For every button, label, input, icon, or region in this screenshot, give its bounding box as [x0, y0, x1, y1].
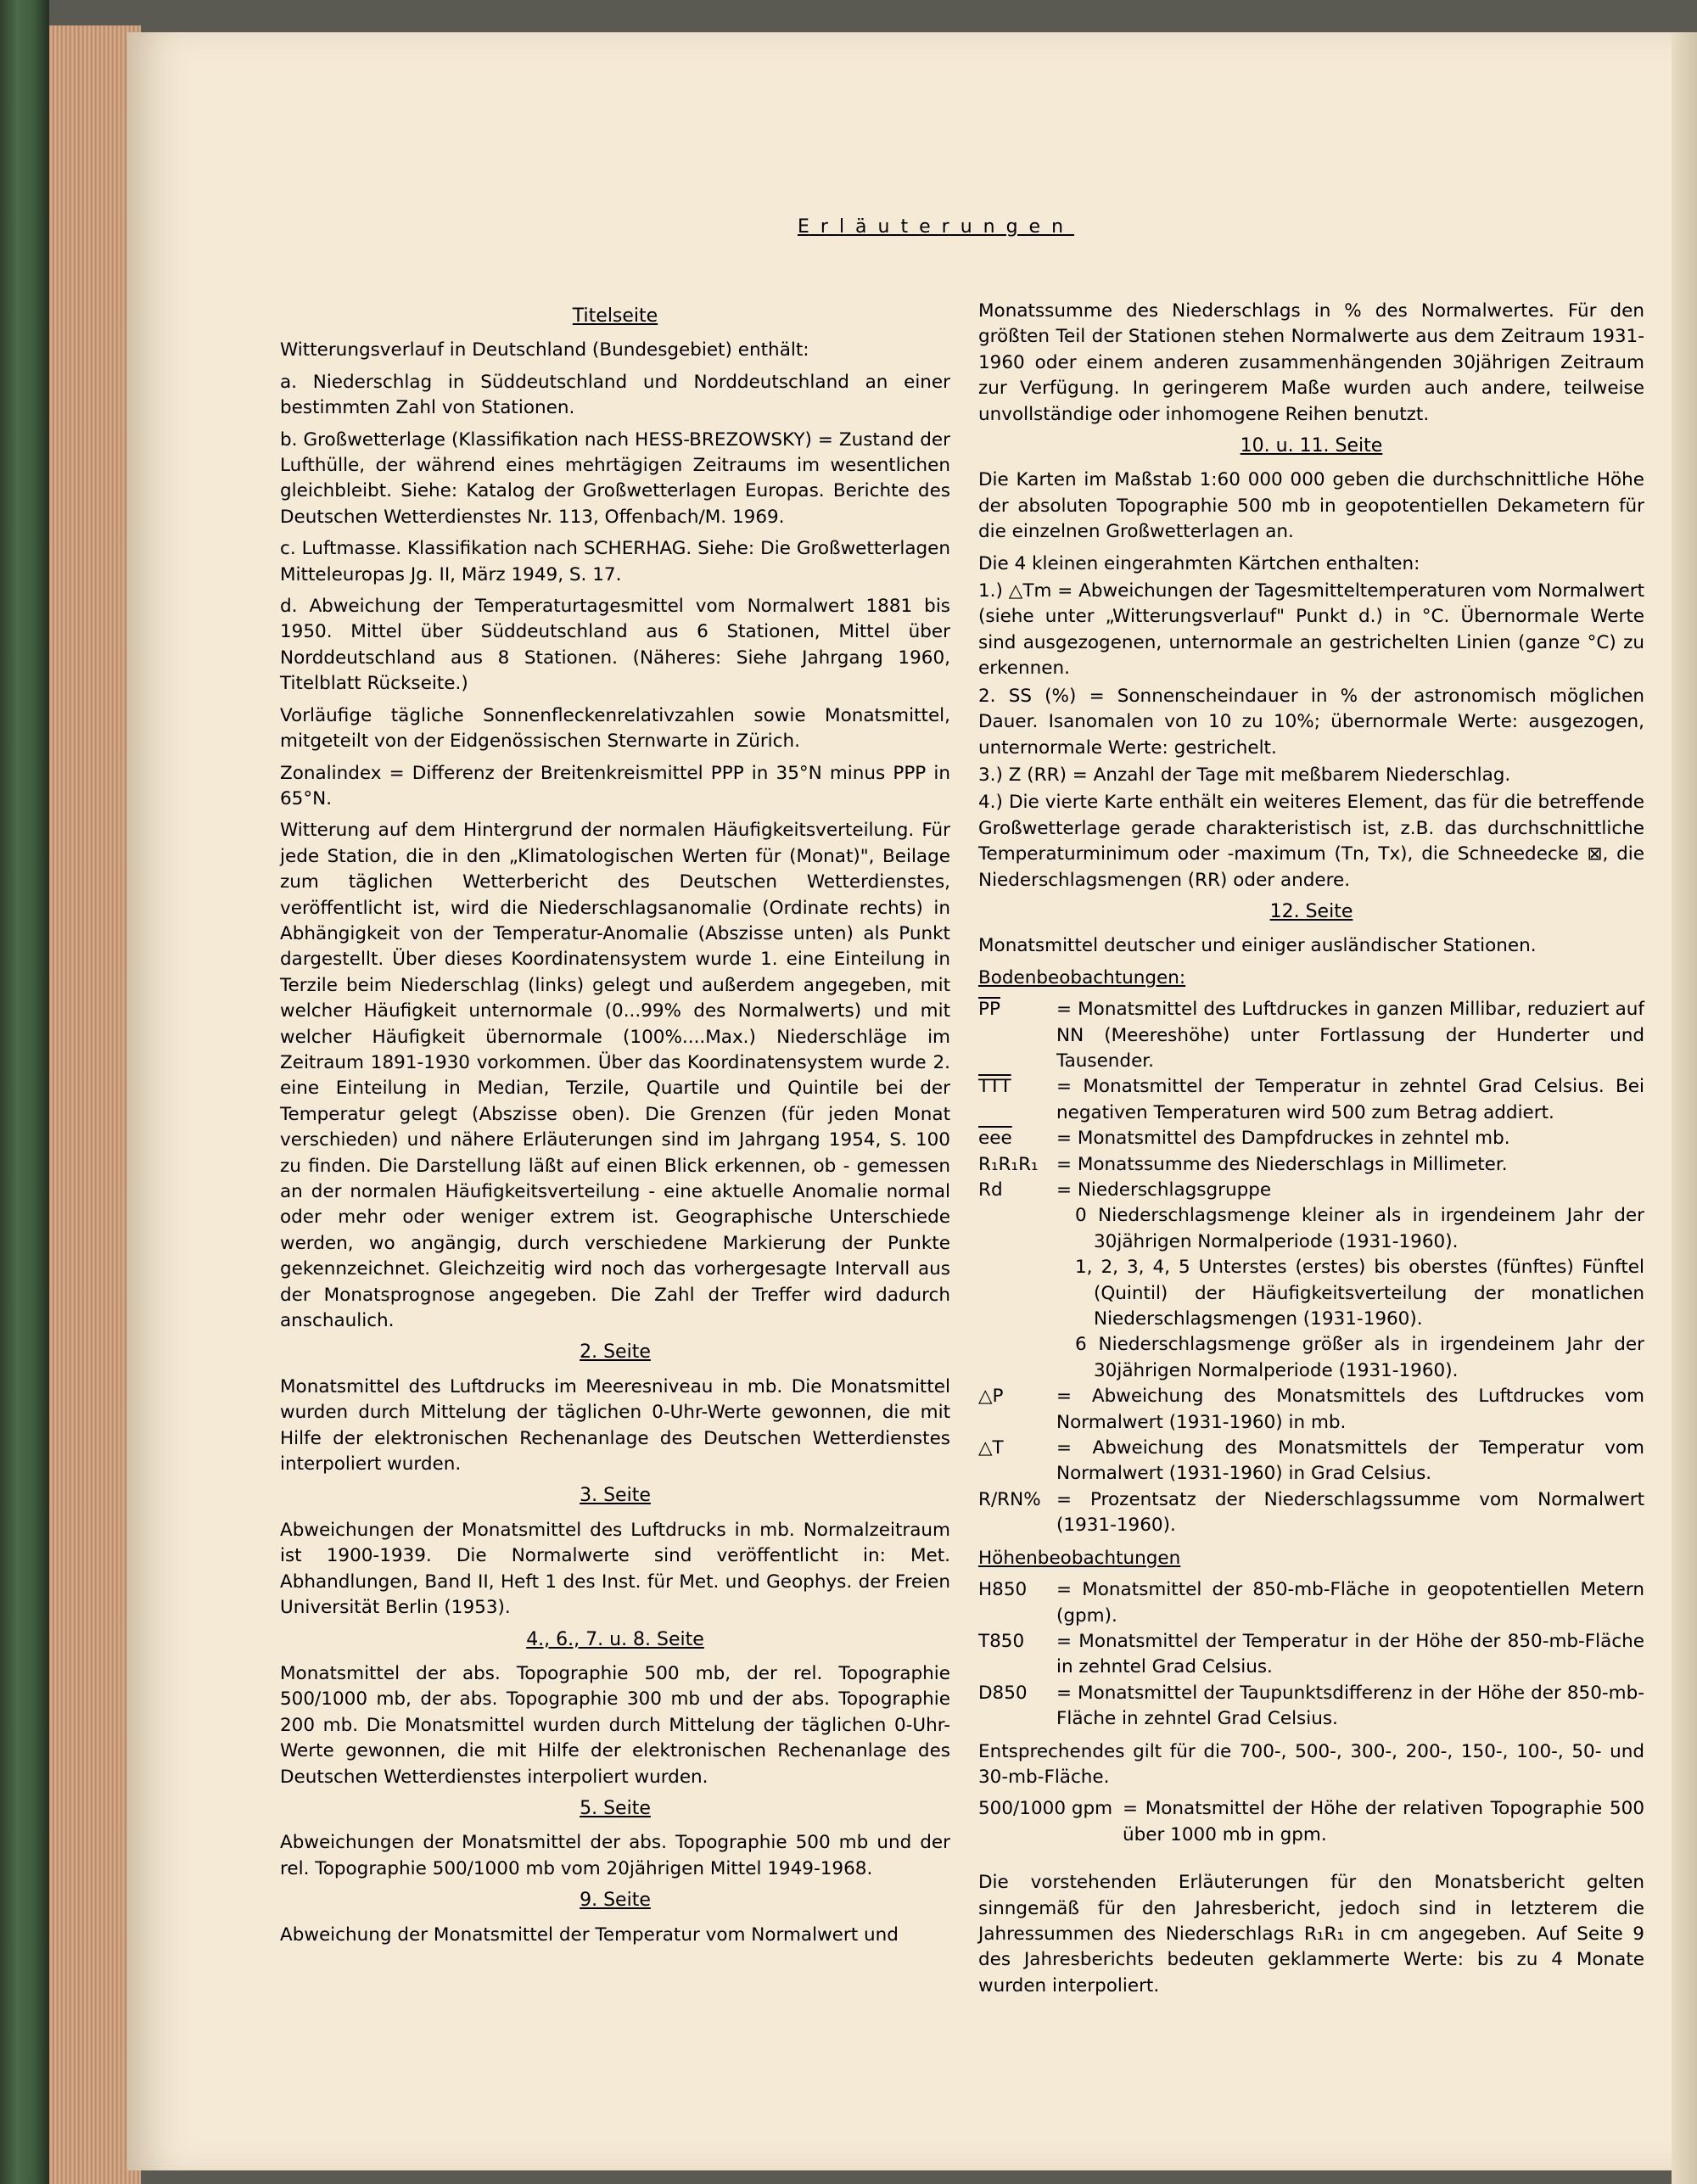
definition-row — [978, 997, 1644, 1074]
definition-row — [978, 1577, 1644, 1629]
paragraph-kaertchen-4: 4.) Die vierte Karte enthält ein weiteres Element, das für die betreffende Großwetterlage gerade charakteristisch ist, z.B. das durchschnittliche Temperaturminimum oder -maximum (Tn, Tx), die Schneedecke ⊠, die Niederschlagsmengen (RR) oder andere. — [978, 792, 1644, 891]
definition-text: = Abweichung des Monatsmittels der Temperatur vom Normalwert (1931-1960) in Grad Celsius. — [1056, 1437, 1644, 1485]
heading-seite-9: 9. Seite — [580, 1890, 651, 1912]
definition-symbol: Rd — [978, 1179, 1003, 1201]
book-binding — [0, 0, 49, 2184]
definition-symbol: 500/1000 gpm — [978, 1798, 1113, 1820]
definition-symbol: R/RN% — [978, 1488, 1041, 1510]
paragraph-seite-2: Monatsmittel des Luftdrucks im Meeresniveau in mb. Die Monatsmittel wurden durch Mittelung der täglichen 0-Uhr-Werte gewonnen, die mit Hilfe der elektronischen Rechenanlage des Deutschen Wetterdienstes interpoliert wurden. — [280, 1375, 950, 1476]
paragraph-entsprechendes: Entsprechendes gilt für die 700-, 500-, 300-, 200-, 150-, 100-, 50- und 30-mb-Fläche. — [978, 1740, 1644, 1788]
definition-row — [978, 1074, 1644, 1126]
paragraph-kaertchen: Die 4 kleinen eingerahmten Kärtchen enthalten: — [978, 552, 1420, 574]
paragraph-b: b. Großwetterlage (Klassifikation nach HESS-BREZOWSKY) = Zustand der Lufthülle, der während eines mehrtägigen Zeitraums im wesentlichen gleichbleibt. Siehe: Katalog der Großwetterlagen Europas. Berichte des Deutschen Wetterdienstes Nr. 113, Offenbach/M. 1969. — [280, 428, 950, 528]
paragraph-zonalindex: Zonalindex = Differenz der Breitenkreismittel PPP in 35°N minus PPP in 65°N. — [280, 762, 950, 809]
paragraph-seite-9: Abweichung der Monatsmittel der Temperatur vom Normalwert und — [280, 1924, 899, 1946]
paragraph-karten: Die Karten im Maßstab 1:60 000 000 geben die durchschnittliche Höhe der absoluten Topographie 500 mb in geopotentiellen Dekametern für die einzelnen Großwetterlagen an. — [978, 469, 1644, 543]
definition-symbol: D850 — [978, 1682, 1028, 1704]
heading-bodenbeobachtungen: Bodenbeobachtungen: — [978, 966, 1186, 988]
definition-text: = Monatsmittel des Dampfdruckes in zehntel mb. — [1056, 1128, 1510, 1150]
left-column — [280, 299, 950, 1954]
definition-text: = Monatsmittel der 850-mb-Fläche in geopotentiellen Metern (gpm). — [1056, 1579, 1644, 1627]
heading-seite-10-11: 10. u. 11. Seite — [1240, 435, 1383, 457]
definition-text: = Monatsmittel der Taupunktsdifferenz in der Höhe der 850-mb-Fläche in zehntel Grad Celsius. — [1056, 1682, 1644, 1730]
heading-seite-12: 12. Seite — [1269, 900, 1353, 922]
heading-seite-3: 3. Seite — [580, 1485, 651, 1507]
definition-row — [978, 1436, 1644, 1487]
definition-symbol: R₁R₁R₁ — [978, 1153, 1039, 1175]
definition-row — [978, 1629, 1644, 1681]
paragraph-kaertchen-1: 1.) △Tm = Abweichungen der Tagesmitteltemperaturen vom Normalwert (siehe unter „Witterungsverlauf" Punkt d.) in °C. Übernormale Werte sind ausgezogenen, unternormale an gestrichelten Linien (ganze °C) zu erkennen. — [978, 580, 1644, 680]
paragraph-witterung-haeufigkeit: Witterung auf dem Hintergrund der normalen Häufigkeitsverteilung. Für jede Station, die in den „Klimatologischen Werten für (Monat)", Beilage zum täglichen Wetterbericht des Deutschen Wetterdienstes, veröffentlicht ist, wird die Niederschlagsanomalie (Ordinate rechts) in Abhängigkeit von der Temperatur-Anomalie (Abszisse unten) als Punkt dargestellt. Über dieses Koordinatensystem wurde 1. eine Einteilung in Terzile beim Niederschlag (links) gelegt und außerdem angegeben, mit welcher Häufigkeit unternormale (0...99% des Normalwerts) und mit welcher Häufigkeit übernormale (100%....Max.) Niederschläge im Zeitraum 1891-1930 vorkommen. Über das Koordinatensystem wurde 2. eine Einteilung in Median, Terzile, Quartile und Quintile bei der Temperatur gelegt (Abszisse oben). Die Grenzen (für jeden Monat verschieden) und nähere Erläuterungen sind im Jahrgang 1954, S. 100 zu finden. Die Darstellung läßt auf einen Blick erkennen, ob - gemessen an der normalen Häufigkeitsverteilung - eine aktuelle Anomalie normal oder mehr oder weniger extrem ist. Geographische Unterschiede werden, wo angängig, durch verschiedene Markierung der Punkte gekennzeichnet. Gleichzeitig wird noch das vorhergesagte Intervall aus der Monatsprognose angegeben. Die Zahl der Treffer wird dadurch anschaulich. — [280, 820, 950, 1332]
heading-seite-2: 2. Seite — [580, 1341, 651, 1364]
definition-text: = Monatsmittel des Luftdruckes in ganzen Millibar, reduziert auf NN (Meereshöhe) unter Fortlassung der Hunderter und Tausender. — [1056, 999, 1644, 1072]
upper-air-observation-list — [978, 1577, 1644, 1732]
paragraph-a: a. Niederschlag in Süddeutschland und Norddeutschland an einer bestimmten Zahl von Stationen. — [280, 371, 950, 419]
rd-group-1-5: 1, 2, 3, 4, 5 Unterstes (erstes) bis oberstes (fünftes) Fünftel (Quintil) der Häufigkeitsverteilung der monatlichen Niederschlagsmengen (1931-1960). — [1075, 1257, 1644, 1330]
rd-group-0: 0 Niederschlagsmenge kleiner als in irgendeinem Jahr der 30jährigen Normalperiode (1931-1960). — [1075, 1205, 1644, 1252]
definition-row — [978, 1487, 1644, 1539]
heading-hoehenbeobachtungen: Höhenbeobachtungen — [978, 1547, 1181, 1569]
definition-symbol: $\overline{eee}$ — [978, 1128, 1012, 1150]
definition-row — [978, 1681, 1644, 1733]
definition-row — [978, 1152, 1644, 1178]
rd-group-6: 6 Niederschlagsmenge größer als in irgendeinem Jahr der 30jährigen Normalperiode (1931-1960). — [1075, 1334, 1644, 1381]
definition-row-gpm — [978, 1796, 1644, 1848]
definition-symbol: △P — [978, 1386, 1004, 1408]
definition-symbol: $\overline{TTT}$ — [978, 1076, 1011, 1098]
paragraph-kaertchen-2: 2. SS (%) = Sonnenscheindauer in % der astronomisch möglichen Dauer. Isanomalen von 10 zu 10%; übernormale Werte: ausgezogen, unternormale Werte: gestrichelt. — [978, 685, 1644, 759]
heading-seite-5: 5. Seite — [580, 1797, 651, 1819]
definition-symbol: △T — [978, 1437, 1004, 1459]
paragraph-witterungsverlauf: Witterungsverlauf in Deutschland (Bundesgebiet) enthält: — [280, 339, 809, 361]
heading-titelseite: Titelseite — [572, 305, 658, 327]
page-right-edge — [1672, 32, 1697, 2184]
definition-symbol: T850 — [978, 1630, 1025, 1652]
definition-symbol: $\overline{PP}$ — [978, 999, 1000, 1021]
ground-observation-list — [978, 997, 1644, 1539]
definition-row — [978, 1126, 1644, 1151]
rd-label: = Niederschlagsgruppe — [1056, 1179, 1272, 1201]
definition-text: = Prozentsatz der Niederschlagssumme vom Normalwert (1931-1960). — [1056, 1488, 1644, 1537]
definition-text: = Monatsmittel der Höhe der relativen Topographie 500 über 1000 mb in gpm. — [1123, 1798, 1644, 1845]
definition-text — [1056, 1178, 1644, 1384]
definition-row — [978, 1178, 1644, 1384]
paragraph-d: d. Abweichung der Temperaturtagesmittel vom Normalwert 1881 bis 1950. Mittel über Süddeutschland aus 6 Stationen, Mittel über Norddeutschland aus 8 Stationen. (Näheres: Siehe Jahrgang 1960, Titelblatt Rückseite.) — [280, 596, 950, 695]
paragraph-sonnenflecken: Vorläufige tägliche Sonnenfleckenrelativzahlen sowie Monatsmittel, mitgeteilt von der Eidgenössischen Sternwarte in Zürich. — [280, 704, 950, 753]
definition-row — [978, 1384, 1644, 1436]
paragraph-seite-3: Abweichungen der Monatsmittel des Luftdrucks in mb. Normalzeitraum ist 1900-1939. Die Normalwerte sind veröffentlicht in: Met. Abhandlungen, Band II, Heft 1 des Inst. für Met. und Geophys. der Freien Universität Berlin (1953). — [280, 1519, 950, 1619]
heading-seite-4-6-7-8: 4., 6., 7. u. 8. Seite — [526, 1628, 704, 1650]
paragraph-monatsmittel-stationen: Monatsmittel deutscher und einiger ausländischer Stationen. — [978, 935, 1537, 957]
paragraph-c: c. Luftmasse. Klassifikation nach SCHERHAG. Siehe: Die Großwetterlagen Mitteleuropas Jg. II, März 1949, S. 17. — [280, 538, 950, 585]
page-title: Erläuterungen — [798, 216, 1075, 238]
paragraph-kaertchen-3: 3.) Z (RR) = Anzahl der Tage mit meßbarem Niederschlag. — [978, 764, 1511, 786]
paragraph-seite-4-6-7-8: Monatsmittel der abs. Topographie 500 mb, der rel. Topographie 500/1000 mb, der abs. Topographie 300 mb und der abs. Topographie 200 mb. Die Monatsmittel wurden durch Mittelung der täglichen 0-Uhr-Werte gewonnen, die mit Hilfe der elektronischen Rechenanlage des Deutschen Wetterdienstes interpoliert wurden. — [280, 1662, 950, 1788]
definition-symbol: H850 — [978, 1579, 1028, 1601]
definition-text: = Abweichung des Monatsmittels des Luftdruckes vom Normalwert (1931-1960) in mb. — [1056, 1386, 1644, 1433]
definition-text: = Monatssumme des Niederschlags in Millimeter. — [1056, 1153, 1508, 1175]
right-column — [978, 299, 1644, 2005]
definition-text: = Monatsmittel der Temperatur in zehntel Grad Celsius. Bei negativen Temperaturen wird 500 zum Betrag addiert. — [1056, 1076, 1644, 1123]
paragraph-continuation: Monatssumme des Niederschlags in % des Normalwertes. Für den größten Teil der Stationen stehen Normalwerte aus dem Zeitraum 1931-1960 oder einem anderen zusammenhängenden 30jährigen Zeitraum zur Verfügung. In geringerem Maße wurden auch andere, teilweise unvollständige oder inhomogene Reihen benutzt. — [978, 300, 1644, 425]
paragraph-schluss: Die vorstehenden Erläuterungen für den Monatsbericht gelten sinngemäß für den Jahresbericht, jedoch sind in letzterem die Jahressummen des Niederschlags R₁R₁ in cm angegeben. Auf Seite 9 des Jahresberichts bedeuten geklammerte Werte: bis zu 4 Monate wurden interpoliert. — [978, 1872, 1644, 1996]
paragraph-seite-5: Abweichungen der Monatsmittel der abs. Topographie 500 mb und der rel. Topographie 500/1000 mb vom 20jährigen Mittel 1949-1968. — [280, 1832, 950, 1879]
definition-text: = Monatsmittel der Temperatur in der Höhe der 850-mb-Fläche in zehntel Grad Celsius. — [1056, 1630, 1644, 1678]
